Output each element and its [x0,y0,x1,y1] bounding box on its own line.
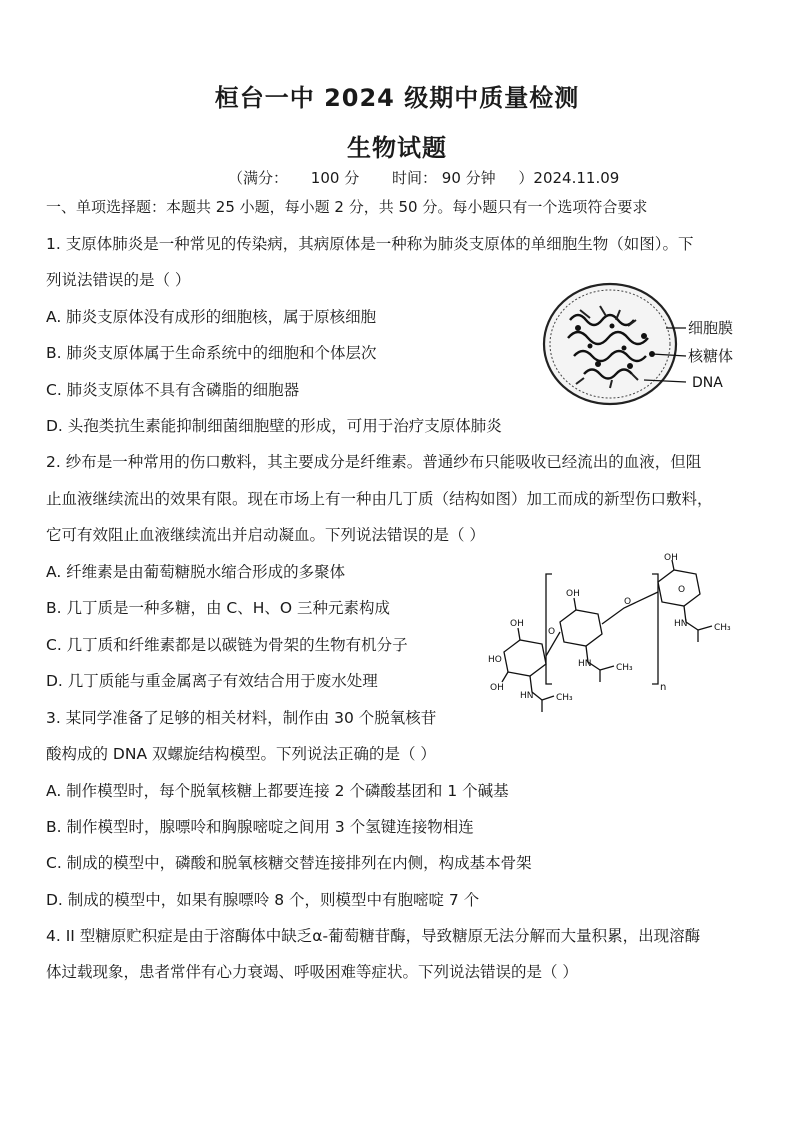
q2-stem-line-1: 2. 纱布是一种常用的伤口敷料，其主要成分是纤维素。普通纱布只能吸收已经流出的血液，但阻 [46,453,702,471]
repeat-n-label: n [660,682,667,693]
hn-label: HN [520,691,534,701]
oh-label: OH [566,589,580,599]
time-value: 90 分钟 [441,169,496,187]
q3-option-a: A. 制作模型时，每个脱氧核糖上都要连接 2 个磷酸基团和 1 个碱基 [46,782,509,800]
q3-option-b: B. 制作模型时，腺嘌呤和胸腺嘧啶之间用 3 个氢键连接物相连 [46,818,474,836]
q1-stem-line-1: 1. 支原体肺炎是一种常见的传染病，其病原体是一种称为肺炎支原体的单细胞生物（如图）。下 [46,235,694,253]
q3-option-c: C. 制成的模型中，磷酸和脱氧核糖交替连接排列在内侧，构成基本骨架 [46,854,532,872]
section-heading: 一、单项选择题：本题共 25 小题，每小题 2 分，共 50 分。每小题只有一个选项符合要求 [46,198,648,216]
ch3-label: CH₃ [556,693,573,703]
q3-stem-line-1: 3. 某同学准备了足够的相关材料，制作由 30 个脱氧核苷 [46,709,437,727]
oh-label: OH [490,683,504,693]
o-label: O [624,597,632,607]
o-label: O [548,627,556,637]
q2-stem-line-3: 它可有效阻止血液继续流出并启动凝血。下列说法错误的是（ ） [46,526,485,544]
q1-stem-line-2: 列说法错误的是（ ） [46,271,191,289]
q1-option-c: C. 肺炎支原体不具有含磷脂的细胞器 [46,381,300,399]
exam-date: ）2024.11.09 [518,169,620,187]
q2-option-d: D. 几丁质能与重金属离子有效结合用于废水处理 [46,672,378,690]
page-subtitle: 生物试题 [347,134,447,162]
q3-option-d: D. 制成的模型中，如果有腺嘌呤 8 个，则模型中有胞嘧啶 7 个 [46,891,480,909]
oh-label: OH [510,619,524,629]
mycoplasma-figure [540,280,760,410]
ho-label: HO [488,655,502,665]
o-label: O [678,585,686,595]
label-dna: DNA [692,375,723,391]
label-ribosome: 核糖体 [688,347,734,365]
time-label: 时间： [391,169,437,187]
oh-label: OH [664,553,678,563]
hn-label: HN [578,659,592,669]
full-score-label: （满分： [228,169,289,187]
q4-stem-line-1: 4. II 型糖原贮积症是由于溶酶体中缺乏α-葡萄糖苷酶，导致糖原无法分解而大量积累，出现溶酶 [46,927,701,945]
ch3-label: CH₃ [714,623,731,633]
exam-meta [228,168,619,188]
q2-option-c: C. 几丁质和纤维素都是以碳链为骨架的生物有机分子 [46,636,408,654]
q2-option-a: A. 纤维素是由葡萄糖脱水缩合形成的多聚体 [46,563,346,581]
q4-stem-line-2: 体过载现象，患者常伴有心力衰竭、呼吸困难等症状。下列说法错误的是（ ） [46,963,578,981]
q2-stem-line-2: 止血液继续流出的效果有限。现在市场上有一种由几丁质（结构如图）加工而成的新型伤口敷料， [46,490,713,508]
hn-label: HN [674,619,688,629]
ch3-label: CH₃ [616,663,633,673]
full-score-value: 100 分 [310,169,360,187]
q1-option-a: A. 肺炎支原体没有成形的细胞核，属于原核细胞 [46,308,377,326]
label-cell-membrane: 细胞膜 [688,319,734,337]
q2-option-b: B. 几丁质是一种多糖，由 C、H、O 三种元素构成 [46,599,391,617]
page-title: 桓台一中 2024 级期中质量检测 [214,84,580,112]
q3-stem-line-2: 酸构成的 DNA 双螺旋结构模型。下列说法正确的是（ ） [46,745,436,763]
q1-option-d: D. 头孢类抗生素能抑制细菌细胞壁的形成，可用于治疗支原体肺炎 [46,417,502,435]
chitin-structure-figure [484,552,754,732]
q1-option-b: B. 肺炎支原体属于生命系统中的细胞和个体层次 [46,344,377,362]
